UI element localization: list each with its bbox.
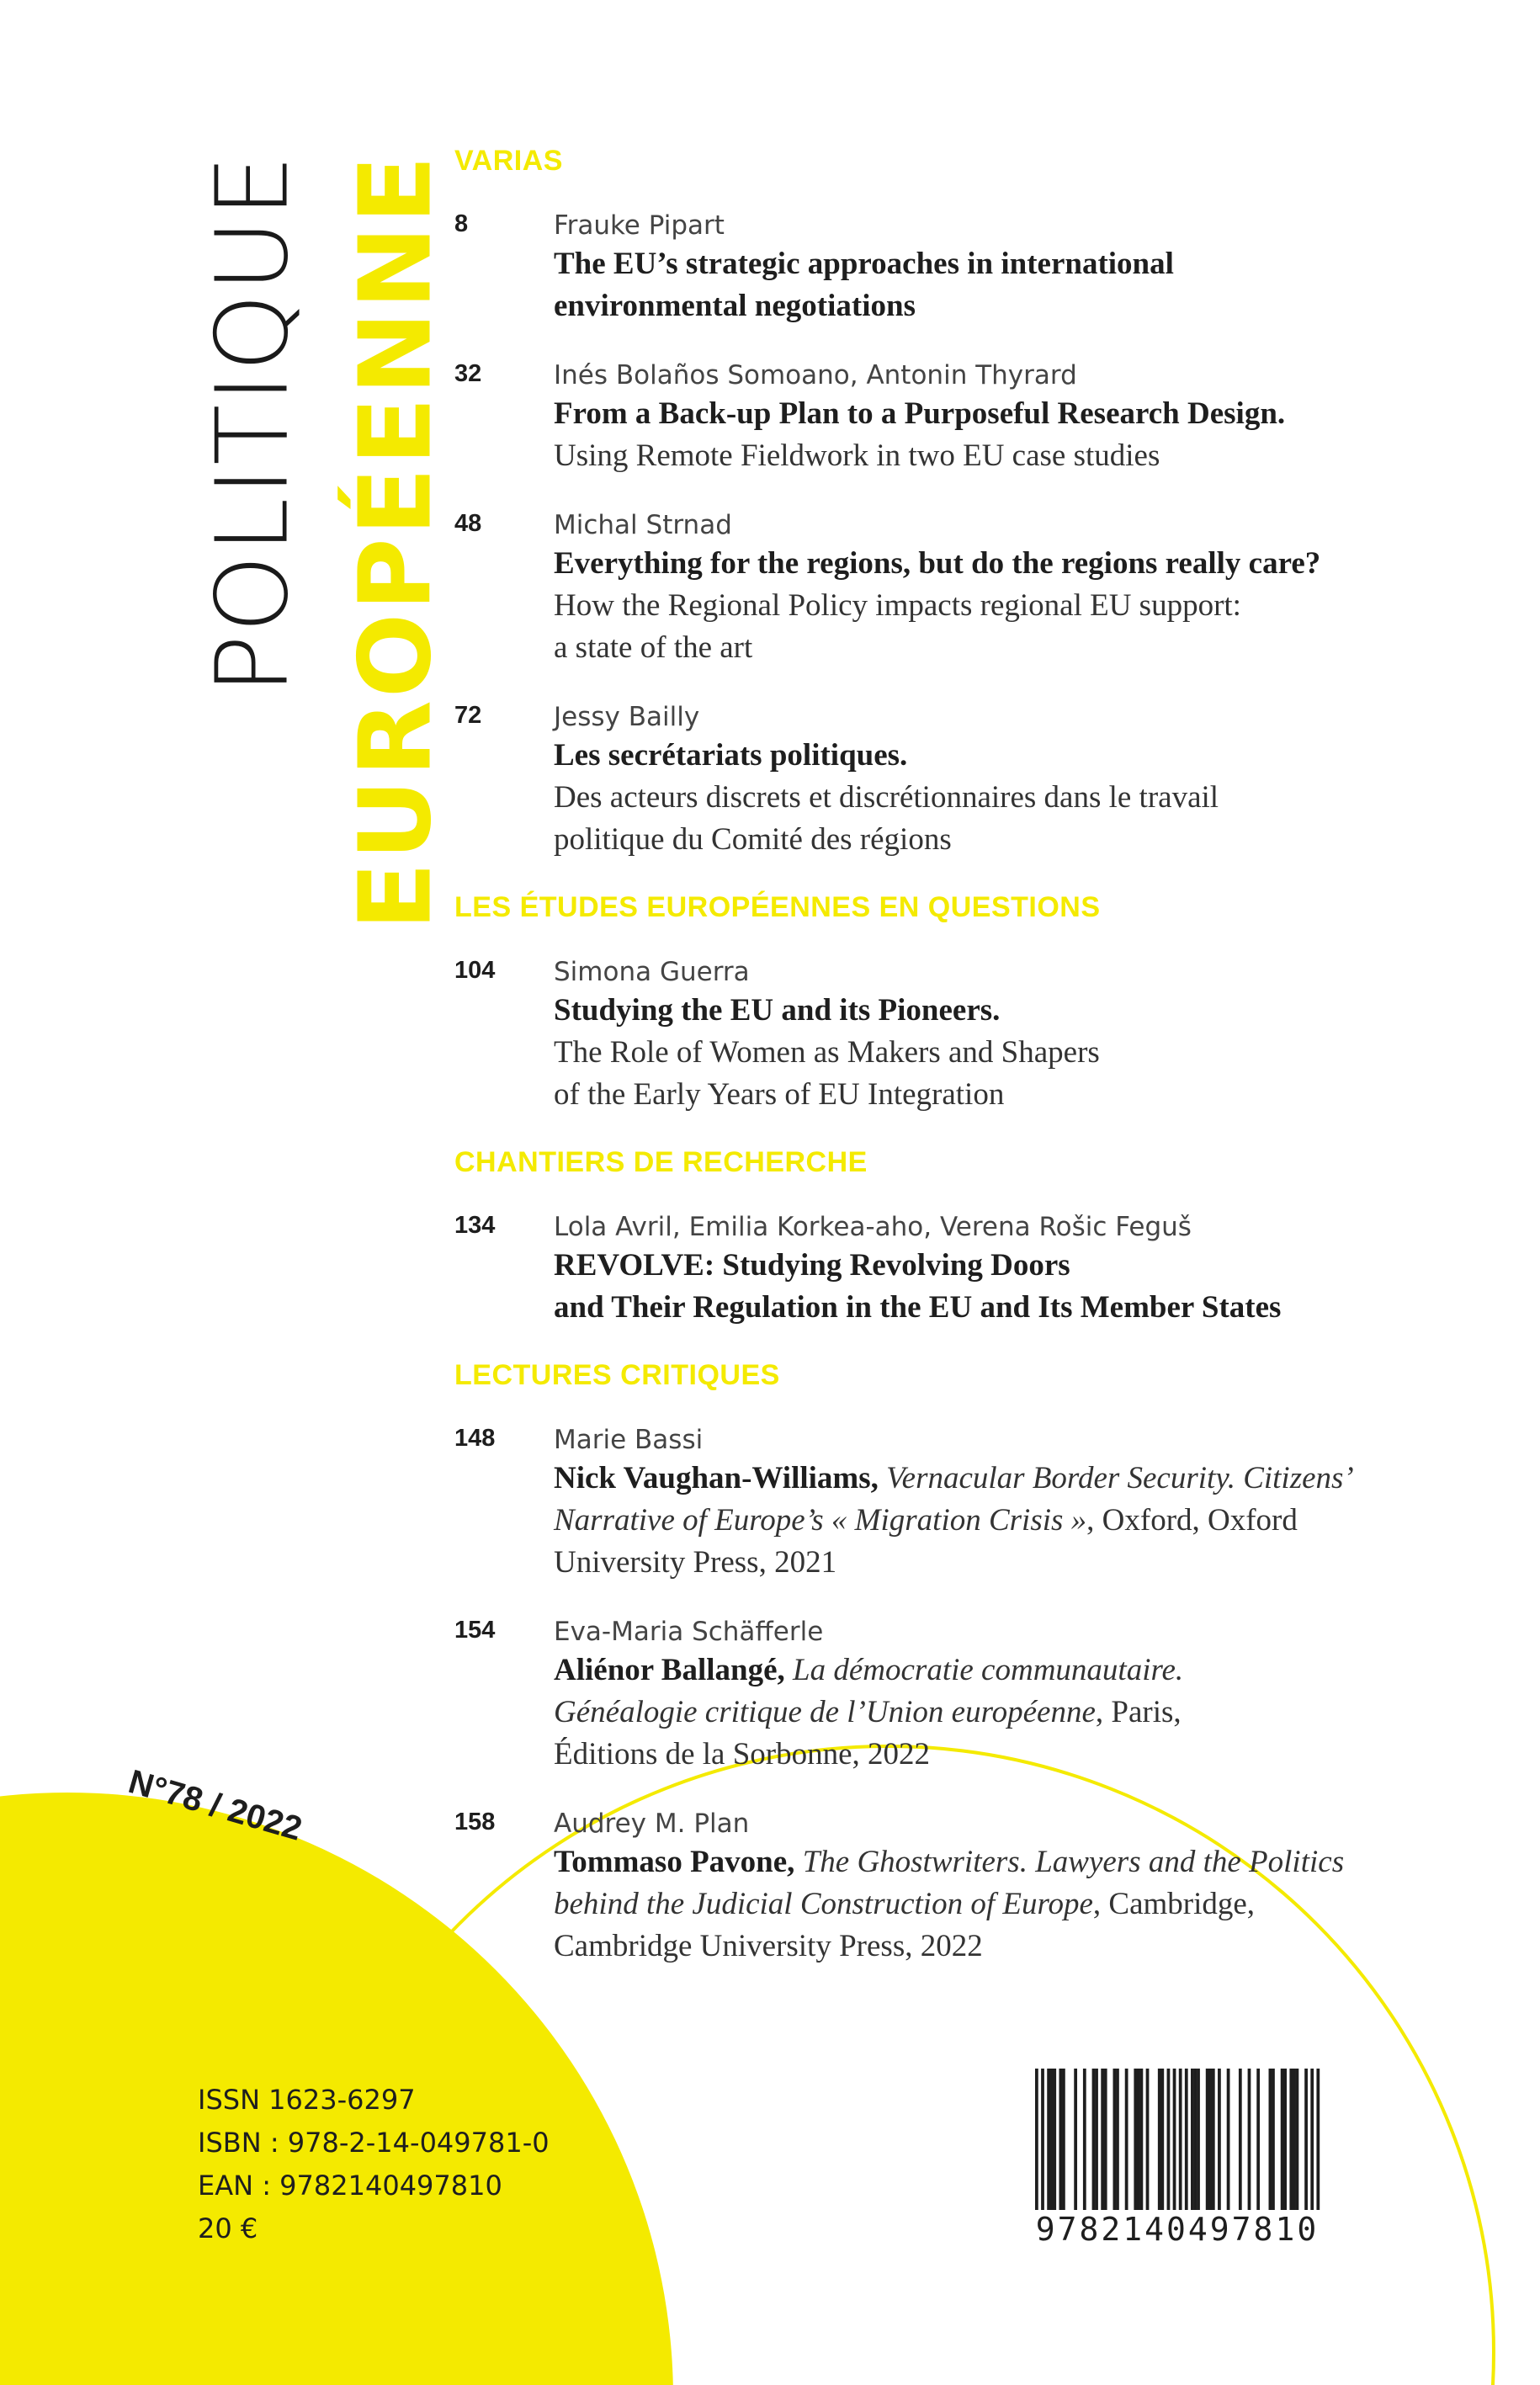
author-name: Simona Guerra [554,957,750,987]
reference-text [794,1845,802,1879]
price-text: 20 € [198,2212,258,2244]
barcode-bar [1296,2069,1299,2213]
barcode-bar [1167,2069,1171,2213]
barcode-bar [1062,2069,1065,2213]
barcode-bar [1095,2069,1098,2213]
reviewed-author: Tommaso Pavone, [554,1845,795,1879]
reference-text: , Oxford, Oxford [1086,1503,1298,1538]
barcode-bar [1218,2069,1221,2213]
issue-number: N°78 / 2022 [124,1763,306,1848]
barcode-bar [1239,2069,1242,2213]
toc-entry [454,699,1506,861]
reviewed-book-title: La démocratie communautaire. [793,1653,1184,1687]
author-name: Marie Bassi [554,1425,704,1455]
author-name: Jessy Bailly [554,702,700,732]
barcode-bar [1059,2069,1062,2213]
toc-entry [454,1209,1506,1329]
review-reference-line [554,1542,1506,1584]
reference-text: , Cambridge, [1092,1887,1256,1921]
author-name: Eva-Maria Schäfferle [554,1617,824,1647]
article-title-line: REVOLVE: Studying Revolving Doors [554,1248,1070,1283]
toc-entry [454,954,1506,1116]
section-heading: VARIAS [454,145,563,177]
toc-entry [454,507,1506,669]
barcode-bar [1092,2069,1096,2213]
toc-entry [454,1614,1506,1776]
reference-text: Cambridge University Press, 2022 [554,1929,983,1963]
barcode-bar [1104,2069,1107,2213]
page-number: 158 [454,1809,496,1835]
barcode-bar [1047,2069,1050,2213]
reference-text: , Paris, [1095,1695,1182,1729]
page-number: 72 [454,702,482,729]
issn-text: ISSN 1623-6297 [198,2084,416,2116]
page-number: 148 [454,1425,496,1452]
barcode-bar [1050,2069,1054,2213]
page-number: 134 [454,1212,496,1239]
article-subtitle-line: Des acteurs discrets et discrétionnaires dans le travail [554,780,1219,815]
bibliographic-info [198,2079,550,2250]
reviewed-book-title: behind the Judicial Construction of Europe [554,1887,1093,1921]
reviewed-book-title: Généalogie critique de l’Union européenne [554,1695,1096,1729]
barcode-bar [1212,2069,1215,2213]
barcode-bar [1191,2069,1194,2213]
barcode-bar [1256,2069,1260,2213]
author-name: Lola Avril, Emilia Korkea-aho, Verena Rošic Feguš [554,1212,1192,1242]
page-number: 154 [454,1617,496,1644]
barcode-bar [1160,2069,1164,2213]
barcode-bar [1074,2069,1077,2213]
toc-entry [454,358,1506,477]
review-reference-line [554,1926,1506,1968]
article-title-line: The EU’s strategic approaches in international [554,247,1174,281]
journal-title-politique: POLITIQUE [194,153,310,695]
article-subtitle-line: a state of the art [554,630,753,665]
review-reference-line [554,1841,1506,1883]
article-subtitle-line: of the Early Years of EU Integration [554,1077,1005,1112]
barcode-bar [1197,2069,1200,2213]
article-subtitle-line: The Role of Women as Makers and Shapers [554,1035,1100,1070]
barcode-bar [1146,2069,1150,2213]
barcode-bar [1158,2069,1161,2213]
reviewed-book-title: Narrative of Europe’s « Migration Crisis » [554,1503,1087,1538]
reference-text [879,1461,886,1495]
barcode-bar [1304,2069,1308,2213]
journal-title-europeenne: EUROPÉENNE [337,153,453,931]
review-reference-line [554,1734,1506,1776]
barcode-bar [1116,2069,1119,2213]
article-subtitle-line: politique du Comité des régions [554,822,952,857]
article-title-line: Studying the EU and its Pioneers. [554,993,1001,1028]
author-name: Frauke Pipart [554,210,725,241]
barcode-bar [1293,2069,1296,2213]
section-heading: LECTURES CRITIQUES [454,1359,780,1391]
toc-entry [454,1806,1506,1968]
barcode-bar [1206,2069,1209,2213]
article-subtitle-line: How the Regional Policy impacts regional EU support: [554,588,1241,623]
barcode-bar [1283,2069,1287,2213]
reference-text: University Press, 2021 [554,1545,837,1580]
article-title-line: environmental negotiations [554,289,916,323]
author-name: Audrey M. Plan [554,1809,750,1839]
barcode-bar [1125,2069,1128,2213]
reference-text: Éditions de la Sorbonne, 2022 [554,1737,931,1771]
barcode-bar [1248,2069,1251,2213]
reviewed-author: Aliénor Ballangé, [554,1653,785,1687]
article-title-line: Everything for the regions, but do the regions really care? [554,546,1321,581]
review-reference-line [554,1500,1506,1542]
toc-entry [454,208,1506,327]
author-name: Michal Strnad [554,510,732,540]
article-title-line: From a Back-up Plan to a Purposeful Research Design. [554,396,1286,431]
review-reference-line [554,1883,1506,1926]
reviewed-book-title: The Ghostwriters. Lawyers and the Politics [802,1845,1345,1879]
barcode-bar [1134,2069,1137,2213]
barcode-bar [1269,2069,1272,2213]
barcode-digits: 9782140497810 [1017,2210,1338,2249]
page-number: 8 [454,210,469,237]
barcode-bar [1194,2069,1197,2213]
isbn-text: ISBN : 978-2-14-049781-0 [198,2127,550,2159]
barcode-bar [1140,2069,1144,2213]
barcode-bar [1101,2069,1104,2213]
reviewed-author: Nick Vaughan-Williams, [554,1461,879,1495]
article-title-line: Les secrétariats politiques. [554,738,908,773]
ean-text: EAN : 9782140497810 [198,2170,502,2202]
barcode-bar [1289,2069,1293,2213]
review-reference-line [554,1692,1506,1734]
barcode-bar [1281,2069,1284,2213]
article-title-line: and Their Regulation in the EU and Its Member States [554,1290,1282,1325]
author-name: Inés Bolaños Somoano, Antonin Thyrard [554,360,1077,390]
table-of-contents [454,145,1506,1998]
toc-entry [454,1422,1506,1584]
review-reference-line [554,1649,1506,1692]
barcode-bar [1272,2069,1275,2213]
reference-text [785,1653,793,1687]
page-number: 32 [454,360,482,387]
review-reference-line [554,1458,1506,1500]
barcode-bar [1083,2069,1086,2213]
article-subtitle-line: Using Remote Fieldwork in two EU case studies [554,438,1160,473]
section-heading: LES ÉTUDES EUROPÉENNES EN QUESTIONS [454,891,1101,923]
barcode-bar [1208,2069,1212,2213]
barcode-bar [1053,2069,1056,2213]
page-number: 48 [454,510,482,537]
barcode-bar [1137,2069,1140,2213]
reviewed-book-title: Vernacular Border Security. Citizens’ [886,1461,1354,1495]
barcode-bar [1185,2069,1188,2213]
barcode-bar [1113,2069,1117,2213]
page-number: 104 [454,957,496,984]
section-heading: CHANTIERS DE RECHERCHE [454,1146,868,1178]
barcode-bar [1227,2069,1230,2213]
